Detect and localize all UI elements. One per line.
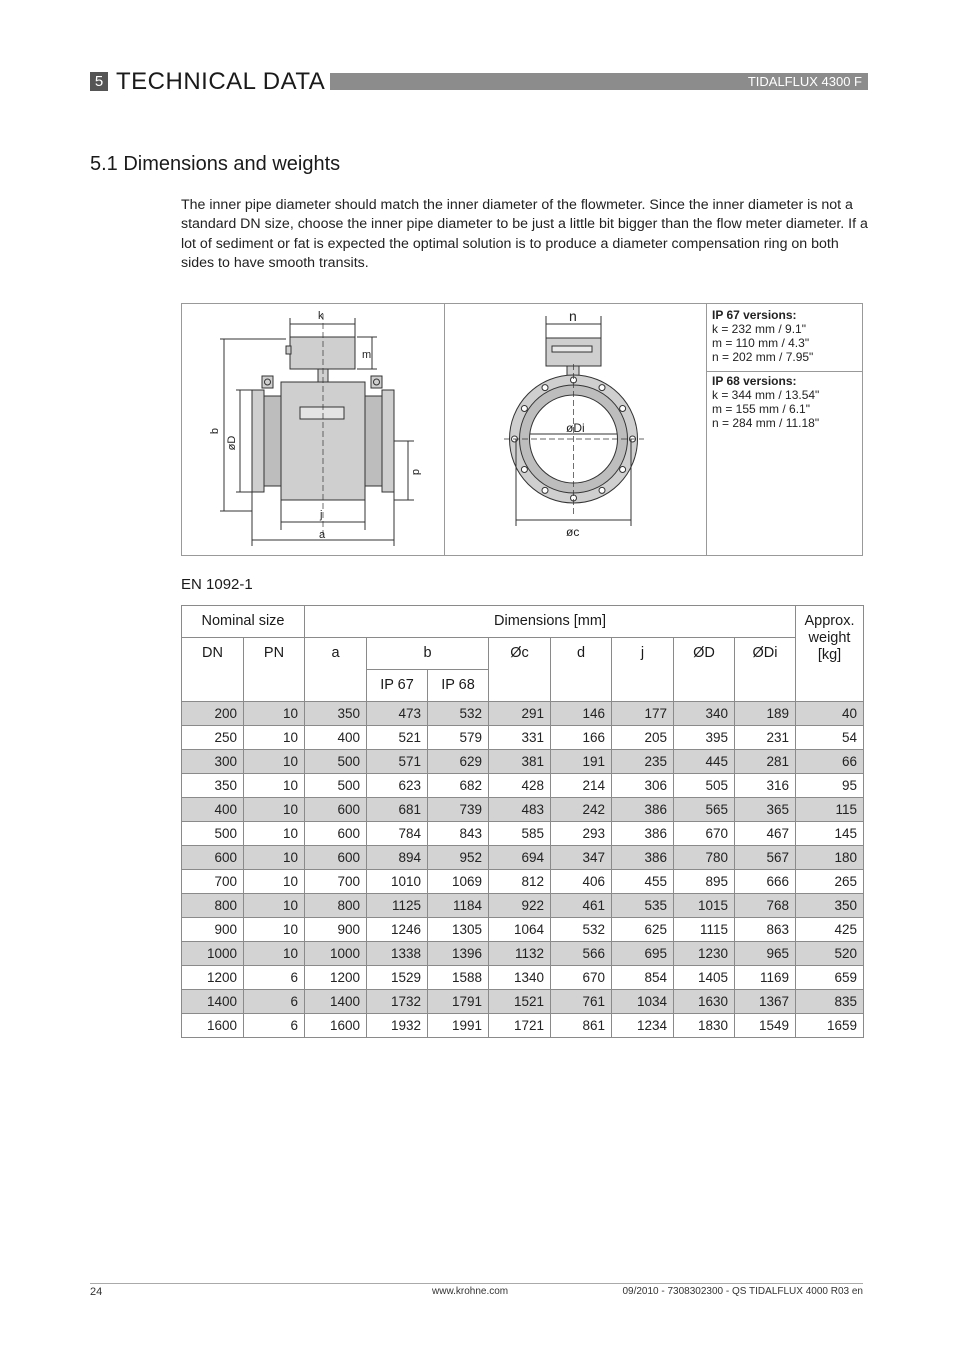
- table-cell: 800: [182, 894, 244, 918]
- table-cell: 365: [735, 798, 796, 822]
- section-title: 5.1 Dimensions and weights: [90, 153, 341, 175]
- table-row: [182, 846, 864, 870]
- ip68-title: IP 68 versions:: [712, 374, 797, 388]
- table-cell: 340: [674, 702, 735, 726]
- table-cell: 532: [551, 918, 612, 942]
- table-cell: 952: [428, 846, 489, 870]
- table-cell: 1405: [674, 966, 735, 990]
- table-cell: 585: [489, 822, 551, 846]
- table-cell: 565: [674, 798, 735, 822]
- header-ip68: IP 68: [428, 670, 489, 702]
- table-cell: 10: [244, 846, 305, 870]
- table-cell: 1015: [674, 894, 735, 918]
- versions-info: [706, 304, 863, 555]
- table-cell: 191: [551, 750, 612, 774]
- standard-title: EN 1092-1: [181, 576, 253, 593]
- table-cell: 200: [182, 702, 244, 726]
- table-cell: 625: [612, 918, 674, 942]
- table-cell: 861: [551, 1014, 612, 1038]
- table-cell: 1246: [367, 918, 428, 942]
- front-view-drawing: [444, 304, 707, 555]
- table-row: [182, 1014, 864, 1038]
- table-cell: 1230: [674, 942, 735, 966]
- table-cell: 1521: [489, 990, 551, 1014]
- table-cell: 800: [305, 894, 367, 918]
- page-header: [90, 70, 868, 94]
- label-n: n: [569, 308, 577, 324]
- table-cell: 567: [735, 846, 796, 870]
- table-cell: 566: [551, 942, 612, 966]
- header-Di: ØDi: [735, 638, 796, 702]
- table-cell: 386: [612, 798, 674, 822]
- table-cell: 10: [244, 870, 305, 894]
- table-body: [182, 702, 864, 1038]
- table-cell: 483: [489, 798, 551, 822]
- table-cell: 500: [305, 750, 367, 774]
- table-cell: 425: [796, 918, 864, 942]
- header-pn: PN: [244, 638, 305, 702]
- side-view-svg: [182, 304, 444, 555]
- table-cell: 1600: [182, 1014, 244, 1038]
- table-cell: 1200: [305, 966, 367, 990]
- table-cell: 965: [735, 942, 796, 966]
- table-cell: 600: [305, 846, 367, 870]
- table-cell: 681: [367, 798, 428, 822]
- table-cell: 306: [612, 774, 674, 798]
- table-cell: 600: [182, 846, 244, 870]
- table-cell: 6: [244, 966, 305, 990]
- table-row: [182, 822, 864, 846]
- header-nominal-size: Nominal size: [182, 606, 305, 638]
- table-cell: 1064: [489, 918, 551, 942]
- table-cell: 6: [244, 1014, 305, 1038]
- header-j: j: [612, 638, 674, 702]
- label-c: øc: [566, 525, 580, 539]
- header-ip67: IP 67: [367, 670, 428, 702]
- table-cell: 316: [735, 774, 796, 798]
- table-cell: 670: [674, 822, 735, 846]
- table-row: [182, 918, 864, 942]
- table-cell: 768: [735, 894, 796, 918]
- ip67-n: n = 202 mm / 7.95": [712, 350, 814, 364]
- table-cell: 265: [796, 870, 864, 894]
- table-cell: 780: [674, 846, 735, 870]
- table-row: [182, 774, 864, 798]
- table-cell: 1529: [367, 966, 428, 990]
- header-bar: [330, 73, 868, 90]
- table-cell: 1588: [428, 966, 489, 990]
- table-cell: 1340: [489, 966, 551, 990]
- side-view-drawing: [182, 304, 445, 555]
- table-cell: 535: [612, 894, 674, 918]
- table-cell: 1630: [674, 990, 735, 1014]
- header-D: ØD: [674, 638, 735, 702]
- table-cell: 347: [551, 846, 612, 870]
- table-cell: 40: [796, 702, 864, 726]
- label-Di: øDi: [566, 421, 585, 435]
- table-cell: 242: [551, 798, 612, 822]
- table-cell: 10: [244, 702, 305, 726]
- table-cell: 445: [674, 750, 735, 774]
- label-j: j: [320, 509, 323, 521]
- label-b: b: [209, 427, 221, 435]
- table-cell: 670: [551, 966, 612, 990]
- table-cell: 739: [428, 798, 489, 822]
- ip67-versions: [706, 308, 863, 372]
- table-cell: 1600: [305, 1014, 367, 1038]
- table-cell: 812: [489, 870, 551, 894]
- table-cell: 900: [305, 918, 367, 942]
- table-cell: 10: [244, 918, 305, 942]
- table-cell: 1305: [428, 918, 489, 942]
- table-cell: 1115: [674, 918, 735, 942]
- table-cell: 1125: [367, 894, 428, 918]
- table-cell: 235: [612, 750, 674, 774]
- table-row: [182, 702, 864, 726]
- table-cell: 1721: [489, 1014, 551, 1038]
- table-row: [182, 750, 864, 774]
- table-cell: 1034: [612, 990, 674, 1014]
- dimensions-table: [181, 605, 864, 1038]
- table-cell: 761: [551, 990, 612, 1014]
- product-name: TIDALFLUX 4300 F: [747, 74, 862, 89]
- table-cell: 1396: [428, 942, 489, 966]
- table-cell: 166: [551, 726, 612, 750]
- table-cell: 115: [796, 798, 864, 822]
- table-cell: 1549: [735, 1014, 796, 1038]
- table-cell: 400: [305, 726, 367, 750]
- table-cell: 189: [735, 702, 796, 726]
- table-cell: 666: [735, 870, 796, 894]
- table-cell: 1132: [489, 942, 551, 966]
- ip67-m: m = 110 mm / 4.3": [712, 336, 810, 350]
- table-cell: 694: [489, 846, 551, 870]
- table-cell: 922: [489, 894, 551, 918]
- table-cell: 6: [244, 990, 305, 1014]
- table-cell: 700: [182, 870, 244, 894]
- table-cell: 10: [244, 798, 305, 822]
- table-cell: 214: [551, 774, 612, 798]
- table-cell: 1659: [796, 1014, 864, 1038]
- table-cell: 180: [796, 846, 864, 870]
- table-cell: 843: [428, 822, 489, 846]
- table-cell: 455: [612, 870, 674, 894]
- table-cell: 1000: [305, 942, 367, 966]
- table-cell: 1732: [367, 990, 428, 1014]
- table-cell: 381: [489, 750, 551, 774]
- header-a: a: [305, 638, 367, 702]
- chapter-number: 5: [90, 72, 108, 91]
- table-cell: 406: [551, 870, 612, 894]
- table-cell: 467: [735, 822, 796, 846]
- table-cell: 231: [735, 726, 796, 750]
- header-b: b: [367, 638, 489, 670]
- table-cell: 95: [796, 774, 864, 798]
- table-cell: 623: [367, 774, 428, 798]
- table-row: [182, 942, 864, 966]
- table-cell: 1234: [612, 1014, 674, 1038]
- table-cell: 145: [796, 822, 864, 846]
- table-cell: 54: [796, 726, 864, 750]
- table-row: [182, 894, 864, 918]
- table-row: [182, 966, 864, 990]
- table-cell: 1338: [367, 942, 428, 966]
- table-cell: 571: [367, 750, 428, 774]
- table-row: [182, 990, 864, 1014]
- table-cell: 205: [612, 726, 674, 750]
- table-cell: 521: [367, 726, 428, 750]
- table-cell: 386: [612, 822, 674, 846]
- dimension-figure: [181, 303, 863, 556]
- table-cell: 461: [551, 894, 612, 918]
- table-cell: 1400: [305, 990, 367, 1014]
- table-cell: 10: [244, 822, 305, 846]
- label-k: k: [318, 310, 324, 322]
- table-cell: 500: [305, 774, 367, 798]
- table-cell: 600: [305, 822, 367, 846]
- table-cell: 331: [489, 726, 551, 750]
- table-cell: 300: [182, 750, 244, 774]
- table-cell: 350: [305, 702, 367, 726]
- header-d: d: [551, 638, 612, 702]
- table-cell: 10: [244, 726, 305, 750]
- ip67-k: k = 232 mm / 9.1": [712, 322, 806, 336]
- table-cell: 579: [428, 726, 489, 750]
- table-cell: 177: [612, 702, 674, 726]
- header-weight: Approx. weight [kg]: [796, 606, 864, 702]
- ip67-title: IP 67 versions:: [712, 308, 797, 322]
- table-cell: 386: [612, 846, 674, 870]
- header-c: Øc: [489, 638, 551, 702]
- ip68-n: n = 284 mm / 11.18": [712, 416, 820, 430]
- table-cell: 695: [612, 942, 674, 966]
- table-cell: 250: [182, 726, 244, 750]
- footer-doc-id: 09/2010 - 7308302300 - QS TIDALFLUX 4000 R03 en: [622, 1286, 863, 1297]
- table-cell: 629: [428, 750, 489, 774]
- table-cell: 863: [735, 918, 796, 942]
- table-cell: 293: [551, 822, 612, 846]
- table-cell: 659: [796, 966, 864, 990]
- table-row: [182, 798, 864, 822]
- table-cell: 1367: [735, 990, 796, 1014]
- table-cell: 400: [182, 798, 244, 822]
- ip68-k: k = 344 mm / 13.54": [712, 388, 820, 402]
- ip68-versions: [706, 374, 863, 430]
- table-cell: 350: [796, 894, 864, 918]
- table-row: [182, 726, 864, 750]
- table-cell: 1991: [428, 1014, 489, 1038]
- table-cell: 350: [182, 774, 244, 798]
- front-view-svg: [444, 304, 706, 555]
- table-cell: 505: [674, 774, 735, 798]
- table-cell: 1791: [428, 990, 489, 1014]
- table-cell: 500: [182, 822, 244, 846]
- footer-divider: [90, 1283, 863, 1284]
- table-cell: 600: [305, 798, 367, 822]
- table-cell: 10: [244, 894, 305, 918]
- table-cell: 1010: [367, 870, 428, 894]
- table-cell: 428: [489, 774, 551, 798]
- table-cell: 66: [796, 750, 864, 774]
- table-cell: 146: [551, 702, 612, 726]
- table-cell: 1169: [735, 966, 796, 990]
- ip68-m: m = 155 mm / 6.1": [712, 402, 810, 416]
- chapter-title: TECHNICAL DATA: [116, 68, 326, 95]
- table-cell: 10: [244, 750, 305, 774]
- label-a: a: [319, 529, 326, 541]
- table-cell: 895: [674, 870, 735, 894]
- table-cell: 1000: [182, 942, 244, 966]
- table-cell: 1184: [428, 894, 489, 918]
- table-cell: 784: [367, 822, 428, 846]
- table-cell: 291: [489, 702, 551, 726]
- table-cell: 894: [367, 846, 428, 870]
- table-cell: 1069: [428, 870, 489, 894]
- table-cell: 532: [428, 702, 489, 726]
- table-cell: 281: [735, 750, 796, 774]
- footer-url: www.krohne.com: [432, 1286, 509, 1297]
- table-cell: 1932: [367, 1014, 428, 1038]
- label-d: d: [410, 468, 422, 476]
- table-cell: 10: [244, 774, 305, 798]
- table-cell: 520: [796, 942, 864, 966]
- table-cell: 1200: [182, 966, 244, 990]
- table-cell: 395: [674, 726, 735, 750]
- header-dimensions: Dimensions [mm]: [305, 606, 796, 638]
- label-m: m: [362, 349, 372, 361]
- table-cell: 835: [796, 990, 864, 1014]
- table-cell: 900: [182, 918, 244, 942]
- table-cell: 10: [244, 942, 305, 966]
- table-cell: 473: [367, 702, 428, 726]
- page-number: 24: [90, 1286, 103, 1298]
- table-cell: 700: [305, 870, 367, 894]
- table-cell: 854: [612, 966, 674, 990]
- table-cell: 682: [428, 774, 489, 798]
- label-D: øD: [226, 435, 238, 451]
- table-row: [182, 870, 864, 894]
- table-cell: 1400: [182, 990, 244, 1014]
- table-cell: 1830: [674, 1014, 735, 1038]
- intro-paragraph: The inner pipe diameter should match the inner diameter of the flowmeter. Since the inner diameter is not a standard DN size, choose the inner pipe diameter to be just a little bit bigger than the flow meter diameter. If a lot of sediment or fat is expected the optimal solution is to produce a diameter compensation ring on both sides to have smooth transits.: [181, 197, 868, 271]
- header-dn: DN: [182, 638, 244, 702]
